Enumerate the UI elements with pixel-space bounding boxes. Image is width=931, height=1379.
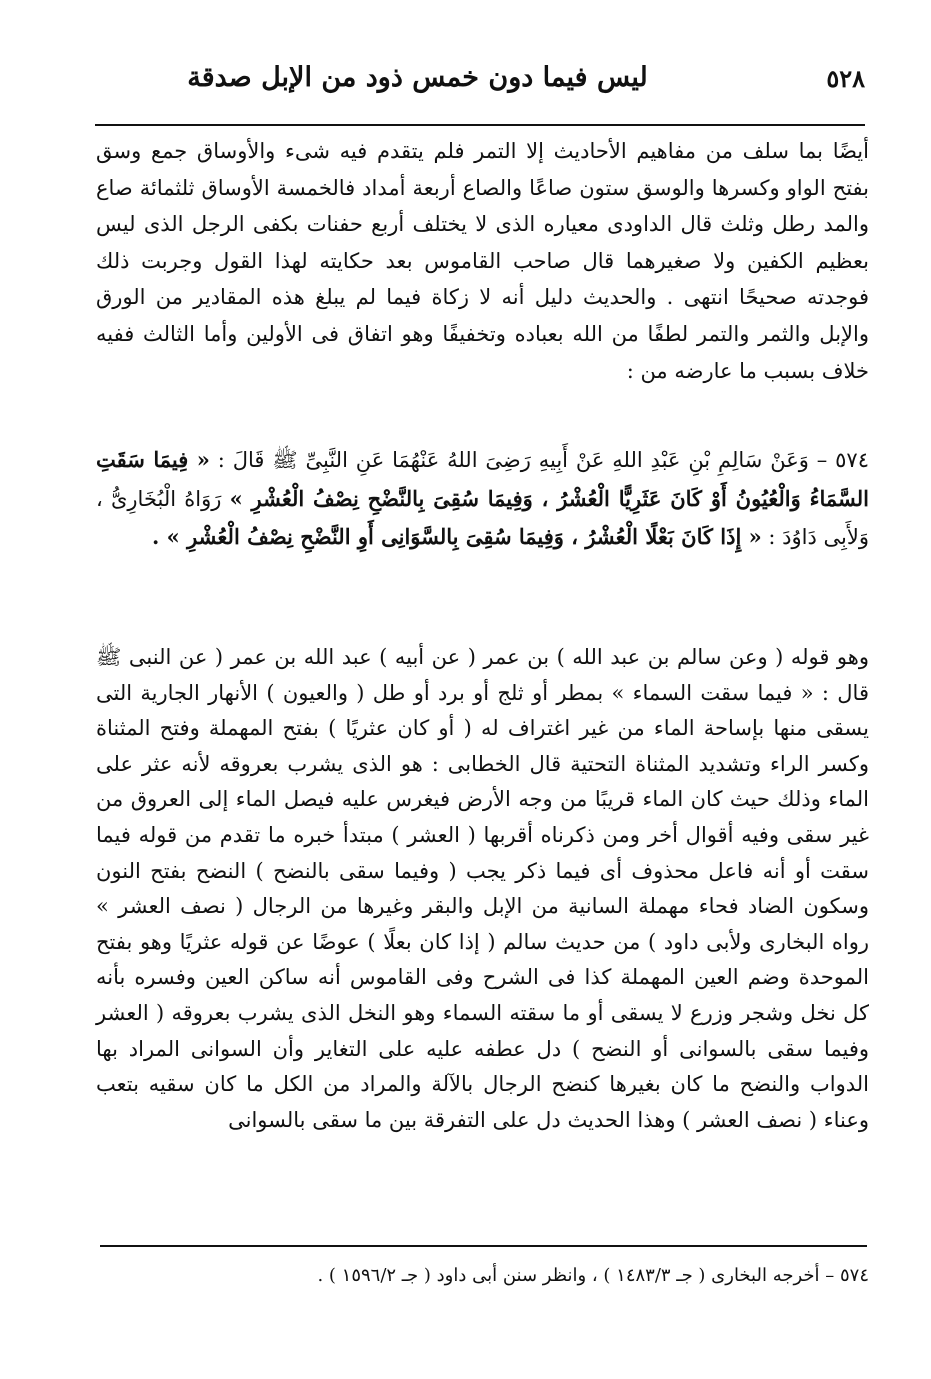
hadith-source: رَوَاهُ الْبُخَارِىُّ ، وَلأَبِى دَاوُدَ : — [96, 486, 869, 549]
header-rule — [95, 124, 865, 126]
page-number: ٥٢٨ — [826, 64, 865, 93]
hadith-number: ٥٧٤ – — [816, 448, 869, 472]
hadith-text-main: « فِيمَا سَقَتِ السَّمَاءُ وَالْعُيُونُ أَوْ كَانَ عَثَرِيًّا الْعُشْرُ ، وَفِيمَا سُقِىَ بِالنَّضْحِ نِصْفُ الْعُشْرِ » — [96, 447, 869, 511]
page-header — [100, 58, 865, 108]
explanation-paragraph: وهو قوله ( وعن سالم بن عبد الله ) بن عمر ( عن أبيه ) عبد الله بن عمر ( عن النبى ﷺ قال : « فيما سقت السماء » بمطر أو ثلج أو برد أو طل ( والعيون ) الأنهار الجارية التى يسقى منها بإساحة الماء من غير اغتراف له ( أو كان عثريًا ) بفتح المهملة وفتح المثناة وكسر الراء وتشديد المثناة التحتية قال الخطابى : هو الذى يشرب بعروقه لأنه عثر على الماء وذلك حيث كان الماء قريبًا من وجه الأرض فيغرس عليه فيصل الماء إلى العروق من غير سقى وفيه أقوال أخر ومن ذكرناه أقربها ( العشر ) مبتدأ خبره ما تقدم من قوله فيما سقت أو أنه فاعل محذوف أى فيما ذكر يجب ( وفيما سقى بالنضح ) النضح بفتح النون وسكون الضاد فحاء مهملة السانية من الإبل والبقر وغيرها من الرجال ( نصف العشر » رواه البخارى ولأبى داود ) من حديث سالم ( إذا كان بعلًا ) عوضًا عن قوله عثريًا وهو بفتح الموحدة وضم العين المهملة كذا فى الشرح وفى القاموس أنه ساكن العين وفسره بأنه كل نخل وشجر وزرع لا يسقى أو ما سقته السماء وهو النخل الذى يشرب بعروقه ( العشر وفيما سقى بالسوانى أو النضح ) دل عطفه عليه على التغاير وأن السوانى المراد بها الدواب والنضح ما كان بغيرها كنضح الرجال بالآلة والمراد من الكل ما كان سقيه بتعب وعناء ( نصف العشر ) وهذا الحديث دل على التفرقة بين ما سقى بالسوانى — [96, 645, 869, 1132]
commentary-paragraph: أيضًا بما سلف من مفاهيم الأحاديث إلا التمر فلم يتقدم فيه شىء والأوساق جمع وسق بفتح الواو وكسرها والوسق ستون صاعًا والصاع أربعة أمداد فالخمسة الأوساق ثلثمائة صاع والمد رطل وثلث قال الداودى معياره الذى لا يختلف أربع حفنات بكفى الرجل الذى ليس بعظيم الكفين ولا صغيرهما قال صاحب القاموس بعد حكايته لهذا القول وجربت ذلك فوجدته صحيحًا انتهى . والحديث دليل أنه لا زكاة فيما لم يبلغ هذه المقادير من الورق والإبل والثمر والتمر لطفًا من الله بعباده وتخفيفًا وهو اتفاق فى الأولين وأما الثالث ففيه خلاف بسبب ما عارضه من : — [96, 139, 869, 383]
footnote-rule — [100, 1245, 867, 1247]
running-title: ليس فيما دون خمس ذود من الإبل صدقة — [187, 62, 648, 93]
hadith-text-variant: « إِذَا كَانَ بَعْلًا الْعُشْرُ ، وَفِيمَا سُقِىَ بِالسَّوَانِى أَوِ النَّضْحِ نِصْفُ الْعُشْرِ » . — [152, 524, 762, 549]
hadith-block — [96, 441, 869, 557]
footnote: ٥٧٤ – أخرجه البخارى ( جـ ١٤٨٣/٣ ) ، وانظر سنن أبى داود ( جـ ١٥٩٦/٢ ) . — [317, 1265, 869, 1286]
hadith-chain: وَعَنْ سَالِمِ بْنِ عَبْدِ اللهِ عَنْ أَبِيهِ رَضِىَ اللهُ عَنْهُمَا عَنِ النَّبِىِّ ﷺ قَالَ : — [217, 448, 809, 472]
